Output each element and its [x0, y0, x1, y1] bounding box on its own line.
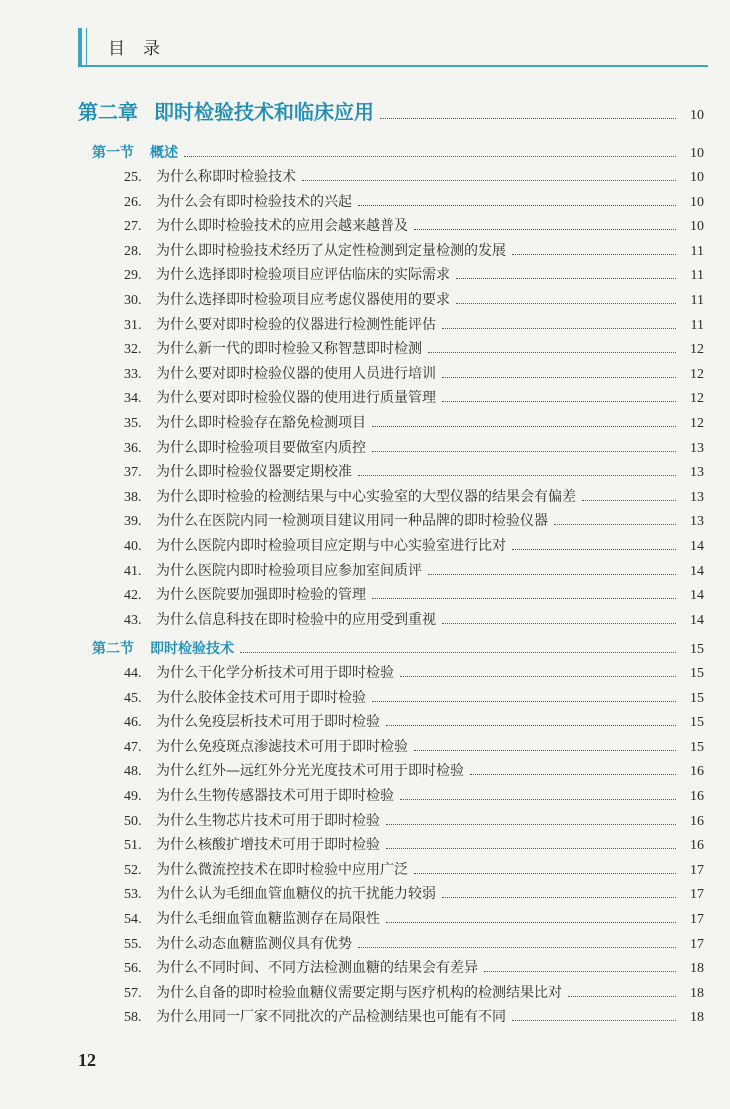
- entry-number: 36.: [124, 440, 142, 456]
- toc-entry: [124, 166, 704, 186]
- entry-page: 16: [690, 813, 704, 829]
- entry-page: 12: [690, 342, 704, 358]
- dot-leader: [442, 401, 676, 402]
- section-heading: [92, 142, 704, 162]
- entry-title: 为什么会有即时检验技术的兴起: [156, 193, 352, 210]
- entry-page: 14: [690, 539, 704, 554]
- entry-number: 43.: [124, 612, 142, 628]
- dot-leader: [372, 598, 676, 599]
- entry-page: 10: [690, 194, 704, 210]
- dot-leader: [358, 947, 676, 948]
- entry-number: 31.: [124, 317, 142, 333]
- entry-page: 18: [690, 1010, 704, 1026]
- entry-number: 35.: [124, 416, 142, 431]
- toc-entry: [124, 785, 704, 805]
- entry-title: 为什么在医院内同一检测项目建议用同一种品牌的即时检验仪器: [156, 513, 548, 530]
- entry-title: 为什么即时检验仪器要定期校准: [156, 464, 352, 481]
- entry-title: 为什么称即时检验技术: [156, 169, 296, 185]
- toc-entry: [124, 314, 704, 334]
- entry-title: 为什么选择即时检验项目应评估临床的实际需求: [156, 267, 450, 284]
- dot-leader: [428, 352, 676, 353]
- toc-entry: [124, 736, 704, 756]
- entry-number: 52.: [124, 862, 142, 878]
- dot-leader: [512, 549, 676, 550]
- entry-number: 58.: [124, 1010, 142, 1026]
- entry-number: 47.: [124, 739, 142, 755]
- toc-entry: [124, 711, 704, 731]
- entry-title: 为什么微流控技术在即时检验中应用广泛: [156, 861, 408, 878]
- entry-page: 16: [690, 764, 704, 780]
- dot-leader: [240, 652, 676, 653]
- entry-page: 12: [690, 416, 704, 431]
- dot-leader: [442, 377, 676, 378]
- dot-leader: [414, 873, 676, 874]
- section-page: 10: [690, 146, 704, 161]
- dot-leader: [554, 524, 676, 525]
- dot-leader: [456, 278, 676, 279]
- entry-page: 14: [690, 563, 704, 579]
- dot-leader: [400, 676, 676, 677]
- toc-entry: [124, 810, 704, 830]
- entry-title: 为什么即时检验的检测结果与中心实验室的大型仪器的结果会有偏差: [156, 488, 576, 505]
- entry-page: 13: [690, 440, 704, 456]
- chapter-label: 第二章: [78, 100, 138, 124]
- dot-leader: [582, 500, 676, 501]
- entry-title: 为什么医院内即时检验项目应参加室间质评: [156, 562, 422, 579]
- entry-page: 17: [690, 912, 704, 927]
- dot-leader: [428, 574, 676, 575]
- entry-number: 55.: [124, 936, 142, 952]
- toc-entry: [124, 834, 704, 854]
- dot-leader: [372, 701, 676, 702]
- dot-leader: [442, 328, 676, 329]
- dot-leader: [470, 774, 676, 775]
- dot-leader: [386, 848, 676, 849]
- entry-page: 17: [690, 862, 704, 878]
- entry-page: 12: [690, 366, 704, 382]
- toc-entry: [124, 264, 704, 284]
- entry-title: 为什么免疫斑点渗滤技术可用于即时检验: [156, 738, 408, 755]
- entry-title: 为什么生物芯片技术可用于即时检验: [156, 812, 380, 829]
- dot-leader: [380, 118, 676, 119]
- toc-entry: [124, 387, 704, 407]
- section-label: 第二节: [92, 641, 134, 657]
- chapter-heading: [78, 96, 704, 125]
- entry-page: 13: [690, 489, 704, 505]
- toc-entry: [124, 289, 704, 309]
- entry-title: 为什么干化学分析技术可用于即时检验: [156, 665, 394, 681]
- toc-entry: [124, 560, 704, 580]
- dot-leader: [400, 799, 676, 800]
- entry-page: 10: [690, 170, 704, 185]
- entry-title: 为什么自备的即时检验血糖仪需要定期与医疗机构的检测结果比对: [156, 984, 562, 1001]
- entry-title: 为什么医院要加强即时检验的管理: [156, 587, 366, 604]
- entry-number: 34.: [124, 391, 142, 407]
- entry-page: 12: [690, 391, 704, 407]
- page-number: 12: [78, 1050, 96, 1070]
- toc-entry: [124, 338, 704, 358]
- dot-leader: [386, 725, 676, 726]
- entry-title: 为什么要对即时检验仪器的使用进行质量管理: [156, 390, 436, 407]
- toc-entry: [124, 510, 704, 530]
- entry-page: 15: [690, 690, 704, 706]
- dot-leader: [442, 897, 676, 898]
- toc-entry: [124, 982, 704, 1002]
- entry-page: 11: [690, 268, 704, 284]
- chapter-title: 即时检验技术和临床应用: [154, 100, 374, 124]
- entry-title: 为什么动态血糖监测仪具有优势: [156, 935, 352, 952]
- entry-number: 44.: [124, 666, 142, 681]
- entry-page: 15: [690, 715, 704, 731]
- entry-title: 为什么选择即时检验项目应考虑仪器使用的要求: [156, 292, 450, 308]
- entry-number: 54.: [124, 912, 142, 927]
- toc-entry: [124, 412, 704, 432]
- dot-leader: [512, 1020, 676, 1021]
- entry-page: 17: [690, 936, 704, 952]
- entry-title: 为什么医院内即时检验项目应定期与中心实验室进行比对: [156, 538, 506, 554]
- entry-number: 48.: [124, 764, 142, 780]
- dot-leader: [386, 824, 676, 825]
- entry-page: 15: [690, 666, 704, 681]
- toc-entry: [124, 760, 704, 780]
- entry-page: 18: [690, 961, 704, 977]
- entry-number: 40.: [124, 539, 142, 554]
- entry-number: 25.: [124, 170, 142, 185]
- entry-page: 18: [690, 985, 704, 1001]
- dot-leader: [302, 180, 676, 181]
- toc-entry: [124, 609, 704, 629]
- entry-title: 为什么信息科技在即时检验中的应用受到重视: [156, 611, 436, 628]
- entry-number: 41.: [124, 563, 142, 579]
- entry-page: 16: [690, 789, 704, 804]
- toc-entry: [124, 957, 704, 977]
- entry-title: 为什么胶体金技术可用于即时检验: [156, 689, 366, 706]
- entry-page: 11: [690, 317, 704, 333]
- entry-number: 57.: [124, 985, 142, 1001]
- entry-page: 14: [690, 612, 704, 628]
- entry-number: 27.: [124, 219, 142, 235]
- entry-number: 49.: [124, 789, 142, 804]
- toc-entry: [124, 1006, 704, 1026]
- entry-page: 11: [690, 293, 704, 308]
- entry-title: 为什么认为毛细血管血糖仪的抗干扰能力较弱: [156, 886, 436, 903]
- dot-leader: [358, 205, 676, 206]
- entry-title: 为什么红外—远红外分光光度技术可用于即时检验: [156, 763, 464, 780]
- entry-number: 32.: [124, 342, 142, 358]
- toc-entry: [124, 933, 704, 953]
- entry-number: 37.: [124, 465, 142, 481]
- entry-page: 13: [690, 465, 704, 481]
- header-title: 目录: [108, 39, 178, 59]
- dot-leader: [372, 426, 676, 427]
- dot-leader: [414, 229, 676, 230]
- toc-entry: [124, 908, 704, 928]
- entry-page: 16: [690, 838, 704, 854]
- entry-title: 为什么核酸扩增技术可用于即时检验: [156, 837, 380, 854]
- entry-number: 45.: [124, 690, 142, 706]
- entry-number: 33.: [124, 366, 142, 382]
- entry-title: 为什么新一代的即时检验又称智慧即时检测: [156, 341, 422, 358]
- dot-leader: [568, 996, 676, 997]
- toc-entry: [124, 662, 704, 682]
- entry-number: 46.: [124, 715, 142, 731]
- dot-leader: [456, 303, 676, 304]
- toc-entry: [124, 240, 704, 260]
- entry-page: 14: [690, 588, 704, 604]
- entry-page: 13: [690, 514, 704, 530]
- entry-title: 为什么即时检验技术的应用会越来越普及: [156, 218, 408, 235]
- dot-leader: [184, 156, 676, 157]
- entry-title: 为什么不同时间、不同方法检测血糖的结果会有差异: [156, 960, 478, 977]
- entry-title: 为什么生物传感器技术可用于即时检验: [156, 788, 394, 804]
- entry-title: 为什么即时检验项目要做室内质控: [156, 439, 366, 456]
- dot-leader: [512, 254, 676, 255]
- entry-title: 为什么即时检验技术经历了从定性检测到定量检测的发展: [156, 242, 506, 259]
- entry-number: 38.: [124, 489, 142, 505]
- header-accent-line: [86, 28, 87, 66]
- toc-entry: [124, 461, 704, 481]
- entry-title: 为什么要对即时检验的仪器进行检测性能评估: [156, 316, 436, 333]
- header-accent-bar: [78, 28, 82, 66]
- chapter-page: 10: [690, 108, 704, 123]
- toc-entry: [124, 584, 704, 604]
- entry-number: 56.: [124, 961, 142, 977]
- entry-page: 17: [690, 887, 704, 903]
- toc-entry: [124, 437, 704, 457]
- toc-entry: [124, 687, 704, 707]
- entry-number: 39.: [124, 514, 142, 530]
- entry-number: 26.: [124, 194, 142, 210]
- entry-title: 为什么用同一厂家不同批次的产品检测结果也可能有不同: [156, 1009, 506, 1026]
- toc-entry: [124, 191, 704, 211]
- entry-number: 53.: [124, 887, 142, 903]
- entry-title: 为什么要对即时检验仪器的使用人员进行培训: [156, 365, 436, 382]
- toc-entry: [124, 859, 704, 879]
- entry-title: 为什么毛细血管血糖监测存在局限性: [156, 911, 380, 927]
- section-label: 第一节: [92, 145, 134, 161]
- entry-number: 29.: [124, 268, 142, 284]
- dot-leader: [414, 750, 676, 751]
- toc-entry: [124, 883, 704, 903]
- dot-leader: [386, 922, 676, 923]
- section-page: 15: [690, 642, 704, 657]
- toc-entry: [124, 486, 704, 506]
- entry-title: 为什么即时检验存在豁免检测项目: [156, 415, 366, 431]
- toc-entry: [124, 535, 704, 555]
- dot-leader: [372, 451, 676, 452]
- dot-leader: [358, 475, 676, 476]
- running-header: [78, 28, 708, 68]
- entry-page: 11: [690, 243, 704, 259]
- toc-entry: [124, 363, 704, 383]
- entry-number: 50.: [124, 813, 142, 829]
- dot-leader: [442, 623, 676, 624]
- dot-leader: [484, 971, 676, 972]
- section-title: 即时检验技术: [150, 641, 234, 657]
- toc-entry: [124, 215, 704, 235]
- entry-page: 10: [690, 219, 704, 235]
- section-title: 概述: [150, 145, 178, 161]
- entry-number: 30.: [124, 293, 142, 308]
- header-rule: [78, 65, 708, 67]
- entry-number: 51.: [124, 838, 142, 854]
- entry-number: 42.: [124, 588, 142, 604]
- entry-page: 15: [690, 739, 704, 755]
- entry-number: 28.: [124, 243, 142, 259]
- entry-title: 为什么免疫层析技术可用于即时检验: [156, 714, 380, 731]
- section-heading: [92, 638, 704, 658]
